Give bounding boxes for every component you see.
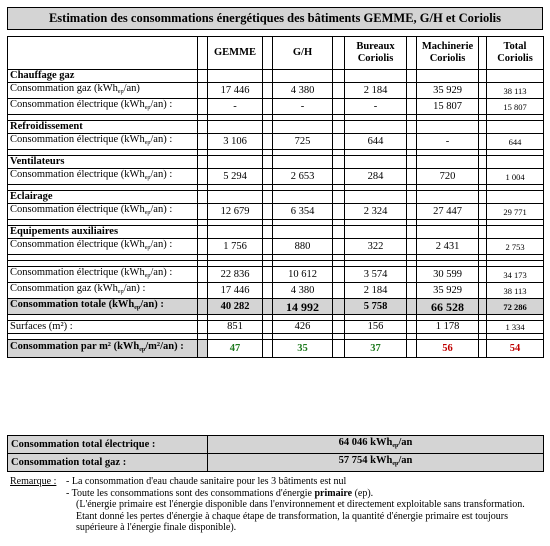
table-row: Consommation électrique (kWh$_{ep}$/an) : 22 836 10 612 3 574 30 599 34 173 (8, 267, 544, 283)
row-label: Consommation électrique (kWh$_{ep}$/an) : (8, 99, 198, 115)
row-label: Consommation électrique (kWh$_{ep}$/an) : (8, 134, 198, 150)
total-gaz-value: 57 754 kWh$_{ep}$/an (208, 454, 544, 472)
section-row (8, 70, 544, 83)
section-title: Eclairage (8, 191, 198, 204)
table-row: Consommation gaz (kWh$_{ep}$/an) : 17 446 4 380 2 184 35 929 38 113 (8, 283, 544, 299)
per-m2-row: Consommation par m² (kWh$_{ep}$/m²/an) : 47 35 37 56 54 (8, 340, 544, 358)
surfaces-row: Surfaces (m²) : 851 426 156 1 178 1 334 (8, 321, 544, 334)
col-bureaux-coriolis: Bureaux Coriolis (345, 37, 407, 70)
total-row: Consommation totale (kWh$_{ep}$/an) : 40 282 14 992 5 758 66 528 72 286 (8, 299, 544, 315)
totals-table (7, 435, 544, 472)
section-row (8, 156, 544, 169)
section-row (8, 191, 544, 204)
total-elec-row (8, 436, 544, 454)
table-row: Consommation électrique (kWh$_{ep}$/an) : - - - 15 807 15 807 (8, 99, 544, 115)
row-label: Consommation totale (kWh$_{ep}$/an) : (8, 299, 198, 315)
section-title: Ventilateurs (8, 156, 198, 169)
section-row (8, 226, 544, 239)
section-row (8, 121, 544, 134)
total-gaz-label: Consommation total gaz : (8, 454, 208, 472)
section-title: Refroidissement (8, 121, 198, 134)
header-empty (8, 37, 198, 70)
table-row: Consommation électrique (kWh$_{ep}$/an) : 12 679 6 354 2 324 27 447 29 771 (8, 204, 544, 220)
table-row: Consommation électrique (kWh$_{ep}$/an) : 1 756 880 322 2 431 2 753 (8, 239, 544, 255)
total-elec-value: 64 046 kWh$_{ep}$/an (208, 436, 544, 454)
consumption-table (7, 36, 544, 358)
total-elec-label: Consommation total électrique : (8, 436, 208, 454)
total-gaz-row (8, 454, 544, 472)
row-label: Consommation électrique (kWh$_{ep}$/an) : (8, 267, 198, 283)
row-label: Consommation électrique (kWh$_{ep}$/an) : (8, 239, 198, 255)
table-row: Consommation électrique (kWh$_{ep}$/an) : 5 294 2 653 284 720 1 004 (8, 169, 544, 185)
table-row: Consommation gaz (kWh$_{ep}$/an) 17 446 4 380 2 184 35 929 38 113 (8, 83, 544, 99)
remarks-body (66, 476, 536, 534)
row-label: Consommation électrique (kWh$_{ep}$/an) : (8, 169, 198, 185)
remarks-label: Remarque : (10, 476, 57, 487)
header-row (8, 37, 544, 70)
page-title: Estimation des consommations énergétiques des bâtiments GEMME, G/H et Coriolis (7, 7, 543, 30)
col-total-coriolis: Total Coriolis (487, 37, 544, 70)
col-machinerie-coriolis: Machinerie Coriolis (417, 37, 479, 70)
col-gemme: GEMME (208, 37, 263, 70)
row-label: Consommation par m² (kWh$_{ep}$/m²/an) : (8, 340, 198, 358)
col-gh: G/H (273, 37, 333, 70)
remark-line: - La consommation d'eau chaude sanitaire pour les 3 bâtiments est nul (66, 476, 347, 487)
row-label: Consommation gaz (kWh$_{ep}$/an) (8, 83, 198, 99)
row-label: Consommation électrique (kWh$_{ep}$/an) : (8, 204, 198, 220)
remark-line: (L'énergie primaire est l'énergie disponible dans l'environnement et directement exploitable sans transformation. Etant donné les pertes d'énergie à chaque étape de transformation, la quantité d'énergie primaire est toujours supérieure à l'énergie finale disponible). (76, 499, 525, 533)
section-title: Chauffage gaz (8, 70, 198, 83)
table-row: Consommation électrique (kWh$_{ep}$/an) : 3 106 725 644 - 644 (8, 134, 544, 150)
section-title: Equipements auxiliaires (8, 226, 198, 239)
row-label: Surfaces (m²) : (8, 321, 198, 334)
remark-line: - Toute les consommations sont des consommations d'énergie primaire (ep). (66, 487, 374, 499)
row-label: Consommation gaz (kWh$_{ep}$/an) : (8, 283, 198, 299)
